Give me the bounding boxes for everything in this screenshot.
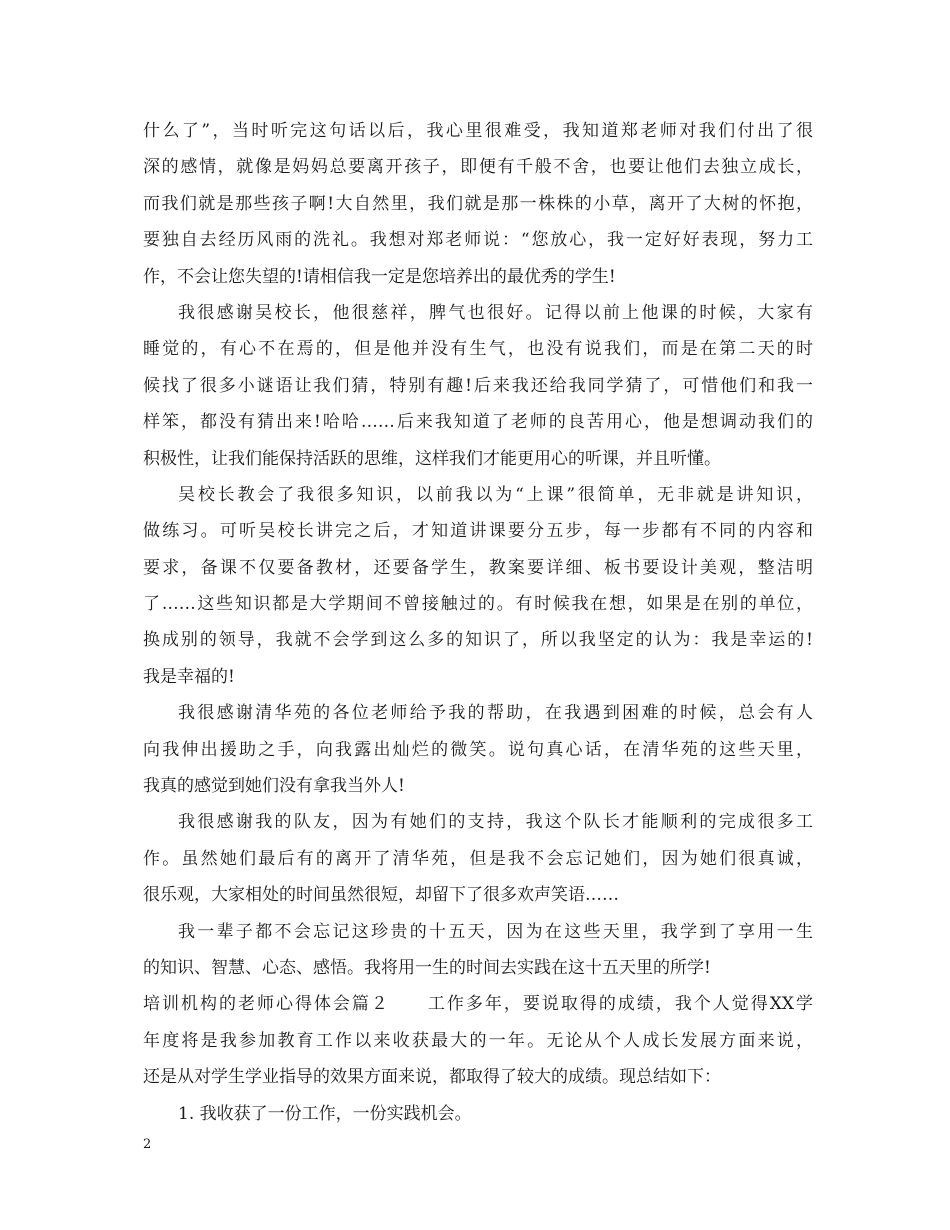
text-line: 而我们就是那些孩子啊!大自然里，我们就是那一株株的小草，离开了大树的怀抱， — [143, 193, 813, 214]
text-line: 我一辈子都不会忘记这珍贵的十五天，因为在这些天里，我学到了享用一生 — [178, 921, 813, 942]
text-line: 我是幸福的! — [143, 666, 235, 687]
text-line: 样笨，都没有猜出来!哈哈……后来我知道了老师的良苦用心，他是想调动我们的 — [143, 412, 813, 433]
text-line: 作。虽然她们最后有的离开了清华苑，但是我不会忘记她们，因为她们很真诚， — [143, 848, 813, 869]
text-line: 年度将是我参加教育工作以来收获最大的一年。无论从个人成长发展方面来说， — [143, 1030, 813, 1051]
text-line: 睡觉的，有心不在焉的，但是他并没有生气，也没有说我们，而是在第二天的时 — [143, 339, 813, 360]
text-line: 的知识、智慧、心态、感悟。我将用一生的时间去实践在这十五天里的所学! — [143, 957, 711, 978]
text-line: 做练习。可听吴校长讲完之后，才知道讲课要分五步，每一步都有不同的内容和 — [143, 521, 813, 542]
text-line: 我很感谢清华苑的各位老师给予我的帮助，在我遇到困难的时候，总会有人 — [178, 703, 813, 724]
text-line: 积极性，让我们能保持活跃的思维，这样我们才能更用心的听课，并且听懂。 — [143, 448, 721, 469]
text-line: 很乐观，大家相处的时间虽然很短，却留下了很多欢声笑语…… — [143, 885, 619, 906]
text-line: 换成别的领导，我就不会学到这么多的知识了，所以我坚定的认为：我是幸运的! — [143, 630, 813, 651]
text-line: 什么了”，当时听完这句话以后，我心里很难受，我知道郑老师对我们付出了很 — [143, 121, 813, 141]
text-line: 吴校长教会了我很多知识，以前我以为“上课”很简单，无非就是讲知识， — [178, 484, 813, 505]
text-line: 1. 我收获了一份工作，一份实践机会。 — [178, 1103, 472, 1124]
text-line: 我很感谢吴校长，他很慈祥，脾气也很好。记得以前上他课的时候，大家有 — [178, 302, 813, 323]
text-line: 候找了很多小谜语让我们猜，特别有趣!后来我还给我同学猜了，可惜他们和我一 — [143, 375, 813, 396]
text-line: 我很感谢我的队友，因为有她们的支持，我这个队长才能顺利的完成很多工 — [178, 812, 813, 833]
text-line: 了……这些知识都是大学期间不曾接触过的。有时候我在想，如果是在别的单位， — [143, 594, 813, 615]
text-line: 还是从对学生学业指导的效果方面来说，都取得了较大的成绩。现总结如下： — [143, 1067, 721, 1088]
body-text — [143, 113, 813, 1132]
text-line: 深的感情，就像是妈妈总要离开孩子，即便有千般不舍，也要让他们去独立成长， — [143, 157, 813, 178]
page-number: 2 — [143, 1137, 152, 1152]
text-line: 我真的感觉到她们没有拿我当外人! — [143, 776, 405, 797]
text-line: 培训机构的老师心得体会篇２ 工作多年，要说取得的成绩，我个人觉得XX学 — [143, 994, 813, 1015]
text-line: 要独自去经历风雨的洗礼。我想对郑老师说：“您放心，我一定好好表现，努力工 — [143, 230, 813, 251]
text-line: 要求，备课不仅要备教材，还要备学生，教案要详细、板书要设计美观，整洁明 — [143, 557, 813, 578]
text-line: 向我伸出援助之手，向我露出灿烂的微笑。说句真心话，在清华苑的这些天里， — [143, 739, 813, 760]
text-line: 作，不会让您失望的!请相信我一定是您培养出的最优秀的学生! — [143, 266, 616, 287]
